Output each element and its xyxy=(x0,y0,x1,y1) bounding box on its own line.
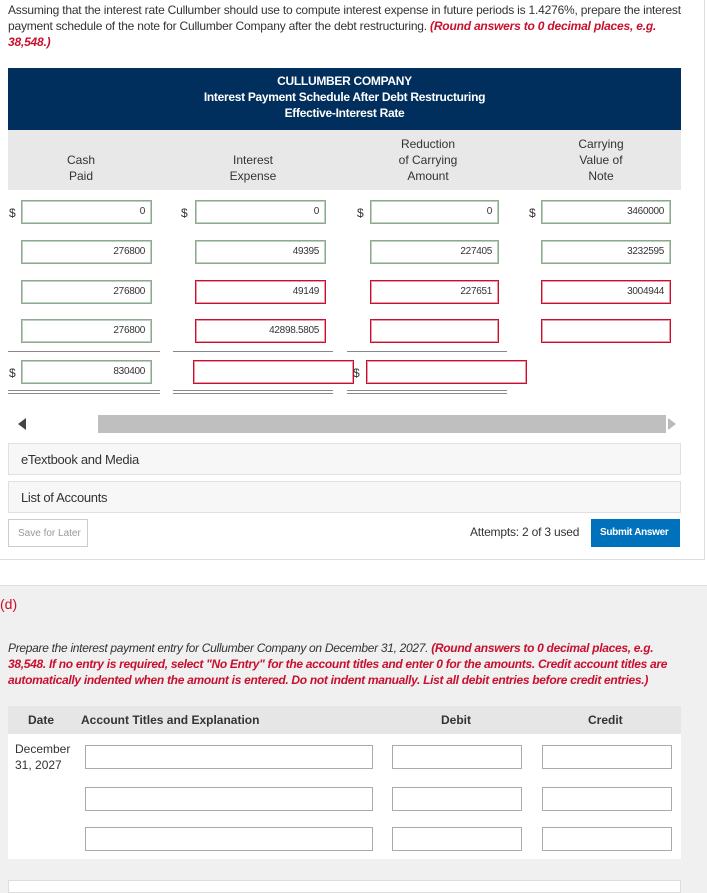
entry-date: December 31, 2027 xyxy=(15,742,71,772)
list-of-accounts-link[interactable]: List of Accounts xyxy=(8,481,681,513)
company-name: CULLUMBER COMPANY xyxy=(277,74,412,88)
col-cash-paid: Cash Paid xyxy=(66,153,95,183)
next-section-bar xyxy=(8,880,681,893)
cash-input-3[interactable]: 276800 xyxy=(21,319,152,343)
scroll-thumb[interactable] xyxy=(98,415,666,433)
schedule-method: Effective-Interest Rate xyxy=(284,106,405,120)
account-title-input-1[interactable] xyxy=(85,745,373,769)
dollar-sign: $ xyxy=(9,366,16,380)
dollar-sign: $ xyxy=(181,206,188,220)
horizontal-scrollbar[interactable] xyxy=(8,413,681,435)
scroll-right-icon[interactable] xyxy=(668,418,676,430)
total-double-line xyxy=(173,390,333,394)
carrying-input-1[interactable]: 3232595 xyxy=(541,240,671,264)
carrying-input-2[interactable]: 3004944 xyxy=(541,280,671,304)
credit-input-3[interactable] xyxy=(542,827,672,851)
total-double-line xyxy=(8,390,160,394)
debit-input-3[interactable] xyxy=(392,827,522,851)
date-header: Date xyxy=(28,713,55,727)
debit-header: Debit xyxy=(441,713,471,727)
schedule-title: Interest Payment Schedule After Debt Restructuring xyxy=(203,90,486,104)
interest-input-2[interactable]: 49149 xyxy=(195,280,326,304)
save-for-later-button[interactable]: Save for Later xyxy=(8,519,88,547)
debit-input-2[interactable] xyxy=(392,787,522,811)
column-headers xyxy=(8,130,681,190)
cash-input-0[interactable]: 0 xyxy=(21,200,152,224)
submit-answer-button[interactable]: Submit Answer xyxy=(591,519,680,547)
col-reduction: Reduction of Carrying Amount xyxy=(398,137,458,183)
subtotal-line xyxy=(347,351,507,352)
reduction-input-3[interactable] xyxy=(370,319,499,343)
dollar-sign: $ xyxy=(9,206,16,220)
cash-input-1[interactable]: 276800 xyxy=(21,240,152,264)
part-d-label: (d) xyxy=(0,596,18,612)
credit-header: Credit xyxy=(588,713,623,727)
carrying-input-3[interactable] xyxy=(541,319,671,343)
debit-input-1[interactable] xyxy=(392,745,522,769)
dollar-sign: $ xyxy=(353,366,360,380)
interest-input-3[interactable]: 42898.5805 xyxy=(195,319,326,343)
account-title-input-2[interactable] xyxy=(85,787,373,811)
schedule-header xyxy=(8,68,681,130)
interest-total-input[interactable] xyxy=(193,360,354,384)
reduction-input-1[interactable]: 227405 xyxy=(370,240,499,264)
credit-input-1[interactable] xyxy=(542,745,672,769)
dollar-sign: $ xyxy=(529,206,536,220)
etextbook-link[interactable]: eTextbook and Media xyxy=(8,443,681,475)
carrying-input-0[interactable]: 3460000 xyxy=(541,200,671,224)
journal-header xyxy=(8,706,681,734)
subtotal-line xyxy=(173,351,333,352)
interest-input-1[interactable]: 49395 xyxy=(195,240,326,264)
scroll-left-icon[interactable] xyxy=(18,418,26,430)
reduction-input-0[interactable]: 0 xyxy=(370,200,499,224)
total-double-line xyxy=(347,390,507,394)
credit-input-2[interactable] xyxy=(542,787,672,811)
part-d-instructions: Prepare the interest payment entry for Cullumber Company on December 31, 2027. (Round answers to 0 decimal places, e.g. 38,548. If no entry is required, select "No Entry" for the account titles and enter 0 for the amounts. Credit account titles are automatically indented when the amount is entered. Do not indent manually. List all debit entries before credit entries.) xyxy=(8,641,668,687)
dollar-sign: $ xyxy=(357,206,364,220)
col-carrying-value: Carrying Value of Note xyxy=(578,137,624,183)
cash-total-input[interactable]: 830400 xyxy=(21,360,152,384)
account-header: Account Titles and Explanation xyxy=(81,713,260,727)
attempts-counter: Attempts: 2 of 3 used xyxy=(470,525,580,539)
interest-input-0[interactable]: 0 xyxy=(195,200,326,224)
instructions: Assuming that the interest rate Cullumber should use to compute interest expense in future periods is 1.4276%, prepare the interest payment schedule of the note for Cullumber Company after the debt restructuring. (Round answers to 0 decimal places, e.g. 38,548.) xyxy=(8,3,681,49)
cash-input-2[interactable]: 276800 xyxy=(21,280,152,304)
subtotal-line xyxy=(8,351,160,352)
reduction-input-2[interactable]: 227651 xyxy=(370,280,499,304)
account-title-input-3[interactable] xyxy=(85,827,373,851)
col-interest-expense: Interest Expense xyxy=(229,153,277,183)
reduction-total-input[interactable] xyxy=(366,360,527,384)
